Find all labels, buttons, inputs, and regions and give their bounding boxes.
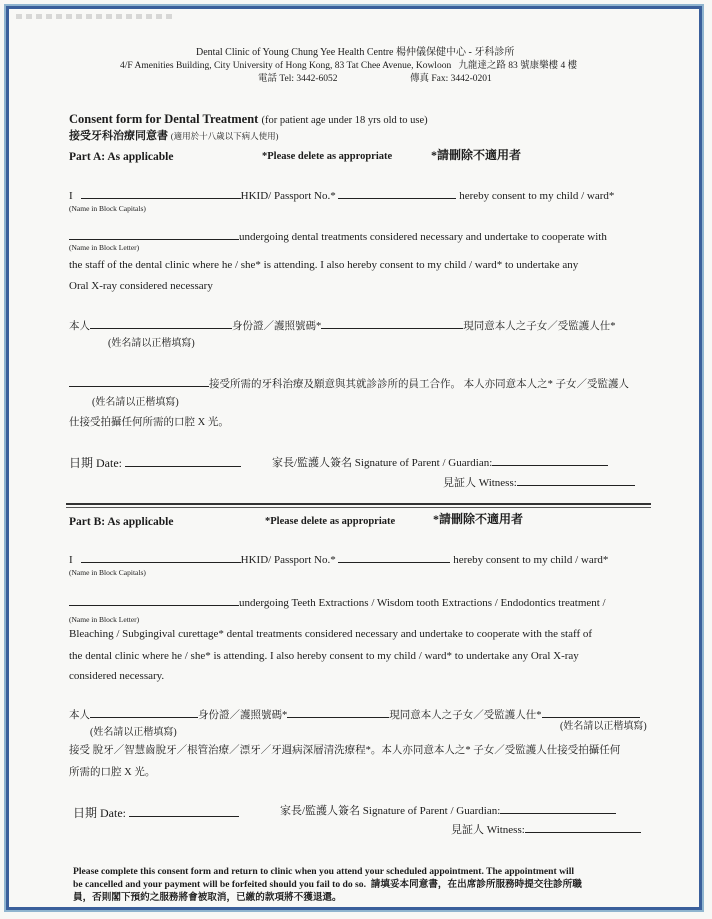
part-b-zh-line: 本人 身份證／護照號碼* 現同意本人之子女／受監護人仕* [69, 707, 640, 722]
name-field-b2[interactable] [69, 595, 239, 606]
divider-thin [66, 507, 651, 508]
footer-line-1: Please complete this consent form and return to clinic when you attend your scheduled appointment. The appointment will [73, 866, 575, 877]
form-title: Consent form for Dental Treatment (for patient age under 18 yrs old to use) [69, 112, 428, 126]
name-field[interactable] [81, 188, 241, 199]
zh-name-field-b[interactable] [90, 707, 198, 718]
part-b-signature: 家長/監護人簽名 Signature of Parent / Guardian: [280, 803, 616, 818]
divider [66, 503, 651, 505]
zh-id-field[interactable] [321, 318, 463, 329]
footer-line-2: be cancelled and your payment will be forfeited should you fail to do so. 請填妥本同意書，在出席診所服務時提交往診所職 [73, 879, 582, 890]
part-a-undergoing: undergoing dental treatments considered necessary and undertake to cooperate with [69, 229, 607, 244]
part-a-heading: Part A: As applicable [69, 151, 174, 163]
part-a-xray: Oral X-ray considered necessary [69, 280, 213, 292]
name-letter-note: (Name in Block Letter) [69, 243, 140, 252]
date-field-b[interactable] [129, 806, 239, 817]
signature-field[interactable] [492, 455, 608, 466]
part-b-date: 日期 Date: [73, 806, 239, 821]
part-a-staff-line: the staff of the dental clinic where he / she* is attending. I also hereby consent to my child / ward* to undertake any [69, 259, 579, 271]
part-a-delete-note: *Please delete as appropriate [262, 151, 393, 162]
zh-name-note-b-right: (姓名請以正楷填寫) [560, 721, 647, 732]
part-b-zh-xray: 所需的口腔 X 光。 [69, 767, 156, 778]
part-b-zh-accept: 接受 脫牙／智慧齒脫牙／根管治療／漂牙／牙週病深層清洗療程*。本人亦同意本人之* 子女／受監護人仕接受拍攝任何 [69, 745, 621, 756]
part-a-date: 日期 Date: [69, 456, 241, 471]
part-a-delete-note-zh: *請刪除不適用者 [431, 148, 522, 162]
part-a-witness: 見証人 Witness: [443, 475, 635, 490]
zh-name-note-b: (姓名請以正楷填寫) [90, 727, 177, 738]
name-field-b[interactable] [81, 552, 241, 563]
part-a-zh-line: 本人 身份證／護照號碼* 現同意本人之子女／受監護人仕* [69, 318, 616, 333]
signature-field-b[interactable] [500, 803, 616, 814]
part-a-zh-xray: 仕接受拍攝任何所需的口腔 X 光。 [69, 417, 229, 428]
part-b-line-i: I HKID/ Passport No.* hereby consent to my child / ward* [69, 554, 609, 566]
hkid-field-b[interactable] [338, 552, 450, 563]
witness-field-b[interactable] [525, 822, 641, 833]
clinic-address: 4/F Amenities Building, City University of Hong Kong, 83 Tat Chee Avenue, Kowloon 九龍達之路 83 號康樂樓 4 樓 [120, 61, 578, 71]
clinic-tel: 電話 Tel: 3442-6052 [258, 74, 338, 84]
clinic-fax: 傳真 Fax: 3442-0201 [410, 74, 492, 84]
part-b-undergoing: undergoing Teeth Extractions / Wisdom tooth Extractions / Endodontics treatment / [69, 595, 606, 610]
zh-id-field-b[interactable] [287, 707, 389, 718]
zh-name-field[interactable] [90, 318, 232, 329]
part-a-zh-accept: 接受所需的牙科治療及願意與其就診診所的員工合作。 本人亦同意本人之* 子女／受監護人 [69, 376, 629, 391]
name-caps-note: (Name in Block Capitals) [69, 204, 146, 213]
footer-line-3: 員，否則閣下預約之服務將會被取消，已繳的款項將不獲退還。 [73, 892, 342, 903]
part-b-bleach: Bleaching / Subgingival curettage* dental treatments considered necessary and undertake to cooperate with the staff of [69, 628, 593, 640]
date-field[interactable] [125, 456, 241, 467]
hkid-field[interactable] [338, 188, 456, 199]
part-b-considered: considered necessary. [69, 670, 165, 682]
name-caps-note-b: (Name in Block Capitals) [69, 568, 146, 577]
scan-artifact [16, 14, 176, 19]
part-b-witness: 見証人 Witness: [451, 822, 641, 837]
zh-ward-field-b[interactable] [542, 707, 640, 718]
part-a-signature: 家長/監護人簽名 Signature of Parent / Guardian: [272, 455, 608, 470]
part-a-line-i: I HKID/ Passport No.* hereby consent to my child / ward* [69, 190, 615, 202]
form-title-zh: 接受牙科治療同意書 (適用於十八歲以下病人使用) [69, 130, 279, 142]
part-b-delete-note: *Please delete as appropriate [265, 516, 396, 527]
zh-name-field-2[interactable] [69, 376, 209, 387]
zh-name-note-2: (姓名請以正楷填寫) [92, 397, 179, 408]
clinic-name: Dental Clinic of Young Chung Yee Health Centre 楊仲儀保健中心 - 牙科診所 [196, 47, 515, 58]
part-b-staff-line: the dental clinic where he / she* is attending. I also hereby consent to my child / ward* to undertake any Oral X-ray [69, 650, 579, 662]
name-letter-note-b: (Name in Block Letter) [69, 615, 140, 624]
name-field-2[interactable] [69, 229, 239, 240]
zh-name-note: (姓名請以正楷填寫) [108, 338, 195, 349]
part-b-delete-note-zh: *請刪除不適用者 [433, 512, 524, 526]
witness-field[interactable] [517, 475, 635, 486]
part-b-heading: Part B: As applicable [69, 516, 174, 528]
